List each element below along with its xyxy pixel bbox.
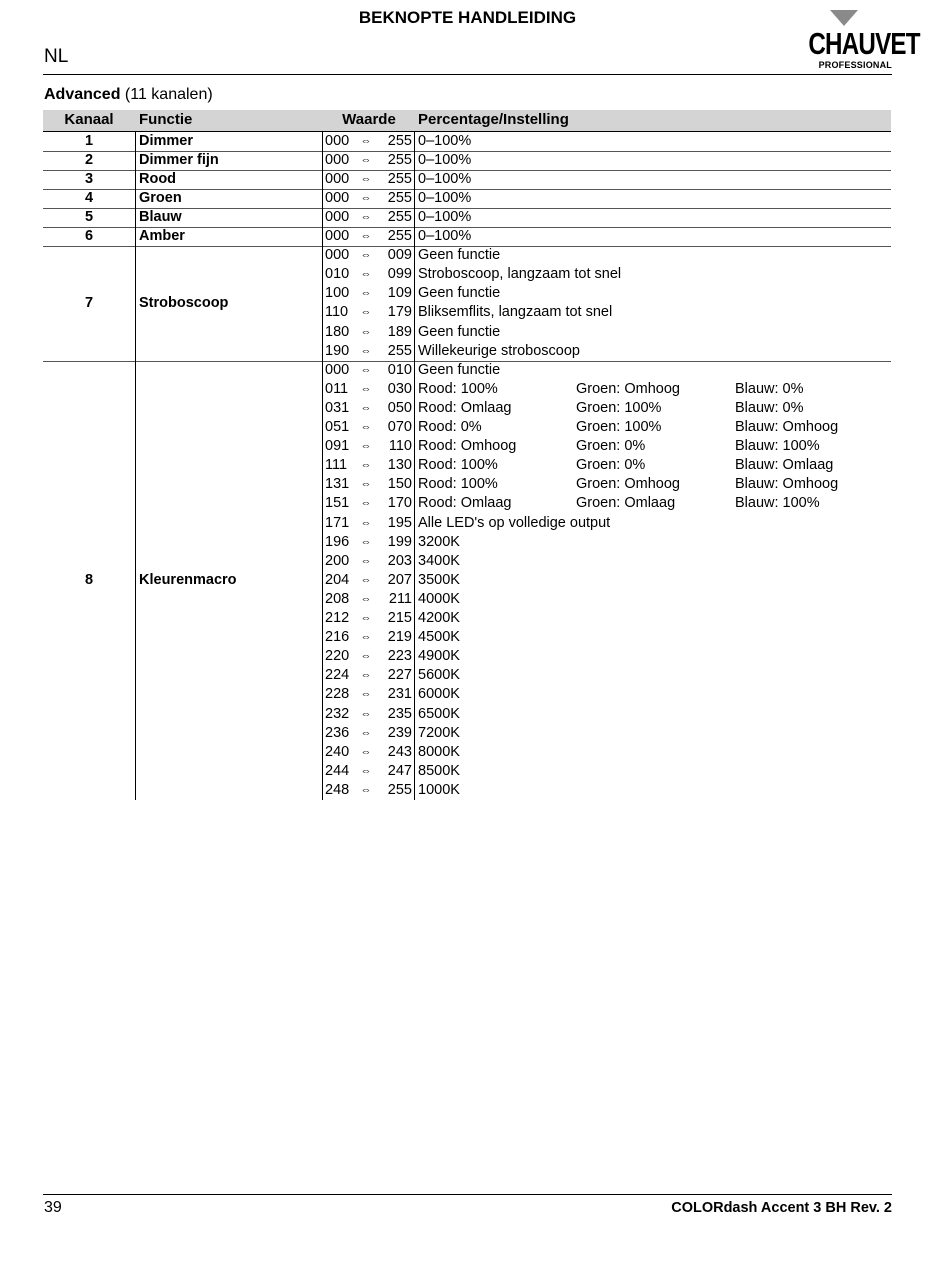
value-to: 255: [387, 781, 412, 798]
range-arrow-icon: ⇔: [360, 287, 372, 300]
value-from: 031: [325, 399, 350, 416]
setting-description: Rood: 100%: [418, 476, 498, 493]
setting-description: Geen functie: [418, 285, 501, 302]
range-arrow-icon: ⇔: [360, 459, 372, 472]
range-arrow-icon: ⇔: [360, 745, 372, 758]
value-to: 150: [387, 476, 412, 493]
value-to: 030: [387, 380, 412, 397]
channel-number: 3: [84, 170, 94, 187]
value-from: 228: [325, 686, 350, 703]
value-to: 189: [387, 323, 412, 340]
value-to: 010: [387, 361, 412, 378]
value-to: 219: [387, 629, 412, 646]
channel-number: 2: [84, 151, 94, 168]
column-divider: [135, 189, 136, 208]
setting-description: 3500K: [418, 571, 460, 588]
value-from: 180: [325, 323, 350, 340]
setting-description: 4000K: [418, 590, 460, 607]
setting-description: 0–100%: [418, 189, 472, 206]
value-from: 000: [325, 247, 350, 264]
channel-number: 8: [84, 571, 94, 588]
page-number: 39: [44, 1199, 62, 1216]
setting-description: Blauw: Omhoog: [735, 419, 839, 435]
channel-function: Groen: [139, 189, 182, 206]
value-to: 255: [387, 208, 412, 225]
table-header: [43, 110, 891, 132]
channel-function: Rood: [139, 170, 177, 187]
setting-description: Blauw: Omlaag: [735, 457, 834, 474]
range-arrow-icon: ⇔: [360, 497, 372, 510]
channel-function: Dimmer: [139, 132, 193, 149]
column-divider: [322, 227, 323, 246]
setting-description: 4900K: [418, 648, 460, 665]
setting-description: 0–100%: [418, 208, 472, 225]
channel-function: Stroboscoop: [139, 294, 229, 311]
page-title: BEKNOPTE HANDLEIDING: [358, 8, 577, 27]
column-divider: [414, 151, 415, 170]
value-to: 211: [388, 590, 412, 607]
range-arrow-icon: ⇔: [360, 249, 372, 262]
setting-description: Willekeurige stroboscoop: [418, 342, 580, 359]
setting-description: Groen: 0%: [576, 457, 646, 474]
setting-description: Groen: Omhoog: [576, 476, 680, 493]
header-divider: [43, 74, 892, 75]
value-from: 000: [325, 228, 350, 244]
value-to: 109: [387, 285, 412, 302]
range-arrow-icon: ⇔: [360, 592, 372, 605]
range-arrow-icon: ⇔: [360, 726, 372, 739]
range-arrow-icon: ⇔: [360, 573, 372, 586]
value-to: 207: [387, 571, 412, 588]
logo-brand: CHAUVET: [808, 26, 920, 61]
column-divider: [414, 189, 415, 208]
range-arrow-icon: ⇔: [360, 707, 372, 720]
value-from: 000: [325, 170, 350, 187]
setting-description: Rood: 100%: [418, 380, 498, 397]
footer-divider: [43, 1194, 892, 1195]
value-to: 199: [387, 533, 412, 550]
section-title: [44, 86, 213, 104]
setting-description: 4200K: [418, 610, 460, 626]
channel-number: 1: [84, 132, 94, 149]
setting-description: 0–100%: [418, 228, 472, 244]
value-from: 000: [325, 151, 350, 168]
column-divider: [322, 189, 323, 208]
setting-description: Rood: 0%: [418, 419, 482, 435]
value-from: 196: [325, 533, 350, 550]
value-from: 000: [325, 189, 350, 206]
value-to: 255: [387, 228, 412, 244]
value-to: 235: [387, 705, 412, 722]
value-to: 255: [387, 189, 412, 206]
channel-number: 6: [84, 228, 94, 244]
value-to: 247: [387, 762, 412, 779]
channel-function: Dimmer fijn: [139, 151, 219, 168]
value-to: 231: [387, 686, 412, 703]
setting-description: Groen: 100%: [576, 399, 662, 416]
value-from: 011: [325, 380, 349, 397]
range-arrow-icon: ⇔: [360, 650, 372, 663]
value-from: 091: [325, 438, 350, 455]
setting-description: 0–100%: [418, 132, 472, 149]
range-arrow-icon: ⇔: [360, 688, 372, 701]
column-divider: [135, 151, 136, 170]
setting-description: Blauw: Omhoog: [735, 476, 839, 493]
value-to: 203: [387, 552, 412, 569]
column-divider: [135, 208, 136, 227]
range-arrow-icon: ⇔: [360, 268, 372, 281]
setting-description: Geen functie: [418, 247, 501, 264]
setting-description: Alle LED's op volledige output: [418, 514, 611, 531]
setting-description: Rood: Omlaag: [418, 399, 512, 416]
section-name: Advanced: [44, 86, 121, 103]
value-to: 223: [387, 648, 412, 665]
value-from: 000: [325, 361, 350, 378]
value-to: 130: [387, 457, 412, 474]
range-arrow-icon: ⇔: [360, 764, 372, 777]
range-arrow-icon: ⇔: [360, 191, 372, 204]
setting-description: 3200K: [418, 533, 460, 550]
setting-description: 8000K: [418, 743, 460, 760]
setting-description: Geen functie: [418, 323, 501, 340]
value-to: 110: [388, 438, 412, 455]
section-detail: (11 kanalen): [124, 86, 213, 103]
range-arrow-icon: ⇔: [360, 783, 372, 796]
value-from: 208: [325, 590, 350, 607]
value-from: 190: [325, 342, 350, 359]
column-divider: [322, 170, 323, 189]
setting-description: 0–100%: [418, 170, 472, 187]
setting-description: Groen: 0%: [576, 438, 646, 455]
col-percentage: Percentage/Instelling: [418, 111, 569, 128]
channel-function: Kleurenmacro: [139, 571, 237, 588]
setting-description: 3400K: [418, 552, 460, 569]
value-to: 255: [387, 151, 412, 168]
column-divider: [322, 361, 323, 800]
col-kanaal: Kanaal: [64, 111, 114, 128]
column-divider: [135, 361, 136, 800]
setting-description: 6000K: [418, 686, 460, 703]
value-from: 236: [325, 724, 350, 741]
value-to: 009: [387, 247, 412, 264]
chauvet-logo: [798, 10, 920, 72]
setting-description: 1000K: [418, 781, 460, 798]
setting-description: Blauw: 100%: [735, 438, 820, 455]
channel-number: 5: [84, 208, 94, 225]
value-from: 051: [325, 419, 350, 435]
logo-triangle-icon: [830, 10, 858, 26]
setting-description: 7200K: [418, 724, 460, 741]
column-divider: [414, 246, 415, 361]
range-arrow-icon: ⇔: [360, 382, 372, 395]
value-to: 215: [387, 610, 412, 626]
column-divider: [414, 208, 415, 227]
language-code: NL: [44, 46, 69, 67]
range-arrow-icon: ⇔: [360, 325, 372, 338]
value-from: 232: [325, 705, 350, 722]
column-divider: [135, 170, 136, 189]
range-arrow-icon: ⇔: [360, 153, 372, 166]
setting-description: 6500K: [418, 705, 460, 722]
product-name: COLORdash Accent 3 BH Rev. 2: [671, 1200, 892, 1216]
setting-description: Rood: 100%: [418, 457, 498, 474]
setting-description: Groen: 100%: [576, 419, 662, 435]
setting-description: Groen: Omhoog: [576, 380, 680, 397]
range-arrow-icon: ⇔: [360, 421, 372, 433]
value-from: 010: [325, 266, 350, 283]
setting-description: 0–100%: [418, 151, 472, 168]
value-to: 255: [387, 132, 412, 149]
setting-description: Bliksemflits, langzaam tot snel: [418, 304, 613, 321]
column-divider: [322, 208, 323, 227]
setting-description: Geen functie: [418, 361, 501, 378]
column-divider: [135, 132, 136, 151]
value-from: 220: [325, 648, 350, 665]
value-from: 111: [325, 457, 348, 474]
range-arrow-icon: ⇔: [360, 669, 372, 682]
range-arrow-icon: ⇔: [360, 210, 372, 223]
channel-number: 4: [84, 189, 94, 206]
range-arrow-icon: ⇔: [360, 172, 372, 185]
setting-description: 8500K: [418, 762, 460, 779]
range-arrow-icon: ⇔: [360, 344, 372, 357]
value-from: 212: [325, 610, 350, 626]
range-arrow-icon: ⇔: [360, 440, 372, 453]
value-from: 171: [325, 514, 350, 531]
column-divider: [414, 132, 415, 151]
setting-description: Blauw: 100%: [735, 495, 820, 512]
column-divider: [414, 227, 415, 246]
setting-description: Groen: Omlaag: [576, 495, 676, 512]
setting-description: Blauw: 0%: [735, 399, 804, 416]
column-divider: [414, 361, 415, 800]
column-divider: [414, 170, 415, 189]
column-divider: [135, 227, 136, 246]
value-to: 255: [387, 170, 412, 187]
range-arrow-icon: ⇔: [360, 535, 372, 548]
value-to: 195: [387, 514, 412, 531]
channel-function: Blauw: [139, 208, 182, 225]
column-divider: [322, 246, 323, 361]
range-arrow-icon: ⇔: [360, 478, 372, 491]
value-to: 255: [387, 342, 412, 359]
logo-sub: PROFESSIONAL: [818, 60, 892, 70]
col-functie: Functie: [139, 111, 193, 128]
value-to: 070: [387, 419, 412, 435]
channel-number: 7: [84, 294, 94, 311]
value-from: 110: [325, 304, 349, 321]
column-divider: [322, 151, 323, 170]
value-from: 224: [325, 667, 350, 684]
range-arrow-icon: ⇔: [360, 306, 372, 319]
range-arrow-icon: ⇔: [360, 363, 372, 376]
value-to: 243: [387, 743, 412, 760]
value-from: 204: [325, 571, 350, 588]
setting-description: Blauw: 0%: [735, 380, 804, 397]
value-from: 244: [325, 762, 350, 779]
setting-description: Rood: Omhoog: [418, 438, 517, 455]
range-arrow-icon: ⇔: [360, 554, 372, 567]
value-from: 131: [325, 476, 350, 493]
setting-description: Stroboscoop, langzaam tot snel: [418, 266, 622, 283]
setting-description: 4500K: [418, 629, 460, 646]
value-from: 200: [325, 552, 350, 569]
range-arrow-icon: ⇔: [360, 631, 372, 644]
range-arrow-icon: ⇔: [360, 134, 372, 147]
setting-description: 5600K: [418, 667, 460, 684]
value-to: 050: [387, 399, 412, 416]
column-divider: [135, 246, 136, 361]
value-from: 240: [325, 743, 350, 760]
range-arrow-icon: ⇔: [360, 612, 372, 624]
col-waarde: Waarde: [342, 111, 396, 128]
setting-description: Rood: Omlaag: [418, 495, 512, 512]
value-from: 151: [325, 495, 350, 512]
value-to: 170: [387, 495, 412, 512]
value-to: 099: [387, 266, 412, 283]
value-from: 000: [325, 208, 350, 225]
range-arrow-icon: ⇔: [360, 230, 372, 242]
value-to: 239: [387, 724, 412, 741]
range-arrow-icon: ⇔: [360, 401, 372, 414]
value-to: 179: [387, 304, 412, 321]
range-arrow-icon: ⇔: [360, 516, 372, 529]
value-from: 000: [325, 132, 350, 149]
column-divider: [322, 132, 323, 151]
value-from: 216: [325, 629, 350, 646]
value-from: 100: [325, 285, 350, 302]
value-to: 227: [387, 667, 412, 684]
value-from: 248: [325, 781, 350, 798]
channel-function: Amber: [139, 228, 185, 244]
